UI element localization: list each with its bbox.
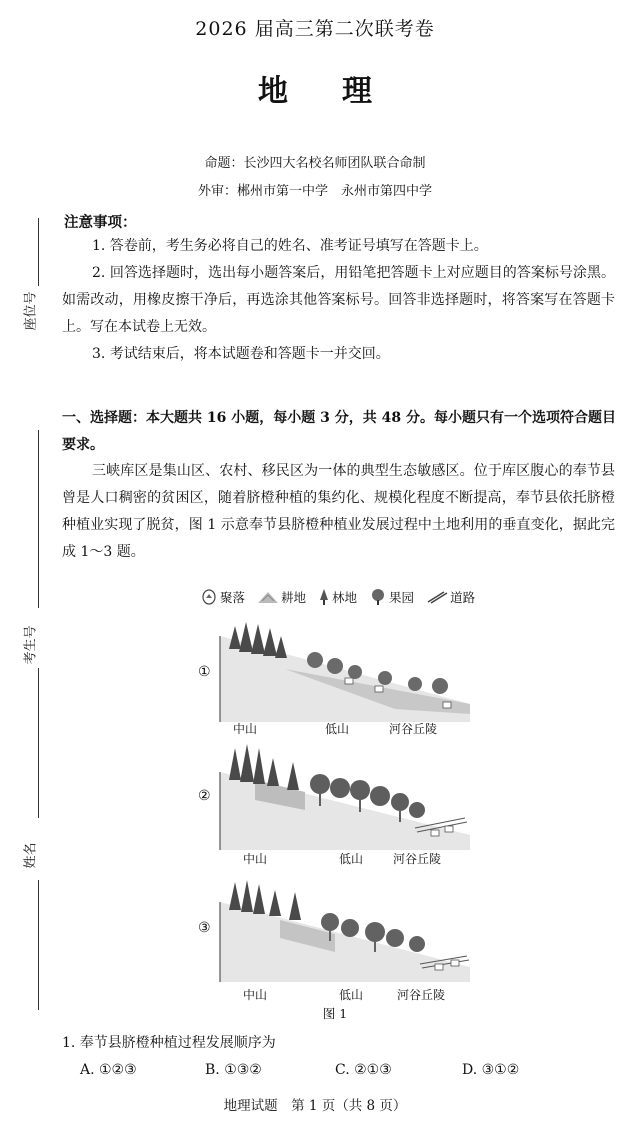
legend-forest-label: 林地 [332,590,358,605]
notice-items [62,233,615,368]
notice-item-2: 2. 回答选择题时，选出每小题答案后，用铅笔把答题卡上对应题目的答案标号涂黑。如需改动，用橡皮擦干净后，再选涂其他答案标号。回答非选择题时，将答案写在答题卡上。写在本试卷上无效。 [62,265,615,335]
label-low-mountain: 低山 [339,988,364,1002]
orchard-icon [369,588,387,606]
name-label [22,842,40,869]
author-line: 命题：长沙四大名校名师团队联合命制 [204,156,426,171]
figure-legend [200,588,483,606]
margin-line-1 [38,218,39,286]
panel-1-labels [221,720,471,736]
exam-number-label [22,625,40,665]
notice-item-1: 1. 答卷前，考生务必将自己的姓名、准考证号填写在答题卡上。 [92,238,488,254]
legend-settlement-label: 聚落 [220,590,246,605]
passage-text: 三峡库区是集山区、农村、移民区为一体的典型生态敏感区。位于库区腹心的奉节县曾是人口稠密的贫困区，随着脐橙种植的集约化、规模化程度不断提高，奉节县依托脐橙种植业实现了脱贫，图 1 示意奉节县脐橙种植业发展过程中土地利用的垂直变化，据此完成 1～3 题。 [62,463,615,560]
legend-forest [318,588,357,606]
option-a: A. ①②③ [80,1062,137,1078]
subject-char-left: 地 [258,74,288,109]
legend-farmland [257,588,306,606]
panel-2-labels [221,850,471,866]
notice-heading: 注意事项： [64,214,137,231]
option-b: B. ①③② [205,1062,262,1078]
margin-line-3 [38,668,39,818]
reviewer-line: 外审：郴州市第一中学 永州市第四中学 [197,184,432,199]
exam-title: 2026 届高三第二次联考卷 [195,18,435,40]
exam-number-text: 考生号 [23,625,39,665]
legend-settlement [200,588,245,606]
legend-orchard [369,588,414,606]
legend-road-label: 道路 [450,590,476,605]
label-valley-hills: 河谷丘陵 [389,722,438,736]
seat-number-text: 座位号 [23,291,39,331]
label-low-mountain: 低山 [339,852,364,866]
question-1-stem: 1. 奉节县脐橙种植过程发展顺序为 [62,1035,276,1051]
section-heading: 一、选择题：本大题共 16 小题，每小题 3 分，共 48 分。每小题只有一个选项符合题目要求。 [62,410,616,453]
legend-orchard-label: 果园 [389,590,415,605]
panel-number: ② [198,788,211,804]
road-icon [426,590,448,604]
figure-caption: 图 1 [322,1006,348,1021]
farmland-icon [257,589,279,605]
panel-3-labels [221,986,471,1002]
name-text: 姓名 [23,842,39,869]
panel-1-illustration [195,614,475,729]
label-mid-mountain: 中山 [243,852,268,866]
label-valley-hills: 河谷丘陵 [393,852,442,866]
subject-char-right: 理 [342,74,372,109]
figure-panel-2 [195,740,475,880]
figure-panel-1 [195,614,475,754]
margin-line-2 [38,430,39,608]
figure-panel-3 [195,872,475,1012]
label-mid-mountain: 中山 [243,988,268,1002]
panel-number: ③ [198,920,211,936]
subject-title [0,66,630,110]
label-valley-hills: 河谷丘陵 [397,988,446,1002]
panel-2-illustration [195,740,475,855]
panel-number: ① [198,664,211,680]
legend-farmland-label: 耕地 [281,590,307,605]
panel-3-illustration [195,872,475,987]
seat-number-label [22,291,40,331]
legend-road [426,588,475,606]
label-low-mountain: 低山 [325,722,350,736]
option-d: D. ③①② [462,1062,520,1078]
margin-line-4 [38,880,39,1010]
passage [62,458,615,566]
settlement-icon [200,589,218,605]
notice-item-3: 3. 考试结束后，将本试题卷和答题卡一并交回。 [92,346,390,362]
option-c: C. ②①③ [335,1062,392,1078]
label-mid-mountain: 中山 [233,722,258,736]
page-footer: 地理试题 第 1 页（共 8 页） [223,1098,407,1114]
forest-icon [318,588,330,606]
